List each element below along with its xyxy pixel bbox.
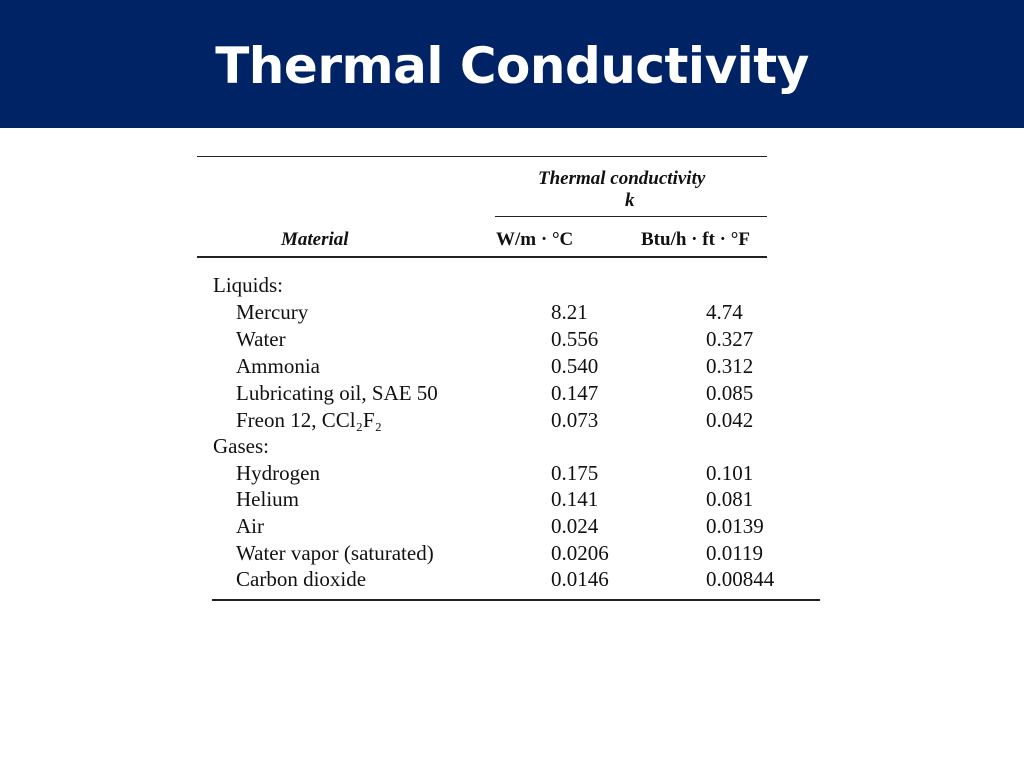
table-row-material: Carbon dioxide bbox=[236, 567, 367, 591]
table-row-imperial-value: 0.0139 bbox=[706, 514, 764, 538]
table-row-imperial-value: 4.74 bbox=[706, 300, 743, 324]
table-row-si-value: 0.141 bbox=[551, 487, 599, 511]
table-row-material: Ammonia bbox=[236, 354, 320, 378]
header-group-rule bbox=[495, 216, 767, 217]
table-bottom-rule bbox=[212, 599, 820, 601]
slide-title: Thermal Conductivity bbox=[215, 37, 809, 95]
table-row-material: Air bbox=[236, 514, 264, 538]
section-label-gases: Gases: bbox=[213, 434, 269, 458]
table-row-si-value: 0.0206 bbox=[551, 541, 609, 565]
table-row-si-value: 0.147 bbox=[551, 381, 599, 405]
table-row-material: Helium bbox=[236, 487, 299, 511]
table-row-si-value: 0.556 bbox=[551, 327, 599, 351]
table-row-si-value: 0.540 bbox=[551, 354, 599, 378]
table-row-material: Lubricating oil, SAE 50 bbox=[236, 381, 438, 405]
table-row-si-value: 0.175 bbox=[551, 461, 599, 485]
table-row-material: Freon 12, CCl₂F₂ bbox=[236, 408, 382, 432]
table-row-imperial-value: 0.0119 bbox=[706, 541, 763, 565]
group-header-title: Thermal conductivity bbox=[538, 168, 706, 189]
column-header-si-unit: W/m · °C bbox=[496, 229, 574, 250]
table-row-imperial-value: 0.042 bbox=[706, 408, 754, 432]
table-row-imperial-value: 0.101 bbox=[706, 461, 754, 485]
header-bottom-rule bbox=[197, 256, 767, 258]
table-row-imperial-value: 0.00844 bbox=[706, 567, 775, 591]
section-label-liquids: Liquids: bbox=[213, 273, 284, 297]
table-row-si-value: 8.21 bbox=[551, 300, 588, 324]
table-row-imperial-value: 0.312 bbox=[706, 354, 754, 378]
table-row-material: Water bbox=[236, 327, 286, 351]
table-row-material: Hydrogen bbox=[236, 461, 320, 485]
table-row-material: Mercury bbox=[236, 300, 309, 324]
column-header-material: Material bbox=[281, 229, 349, 250]
table-row-si-value: 0.073 bbox=[551, 408, 599, 432]
table-row-si-value: 0.024 bbox=[551, 514, 599, 538]
table-row-imperial-value: 0.081 bbox=[706, 487, 754, 511]
table-row-si-value: 0.0146 bbox=[551, 567, 609, 591]
table-row-imperial-value: 0.327 bbox=[706, 327, 754, 351]
group-header-symbol: k bbox=[625, 190, 635, 211]
column-header-imperial-unit: Btu/h · ft · °F bbox=[641, 229, 750, 250]
table-row-material: Water vapor (saturated) bbox=[236, 541, 434, 565]
table-top-rule bbox=[197, 156, 767, 157]
table-row-imperial-value: 0.085 bbox=[706, 381, 754, 405]
